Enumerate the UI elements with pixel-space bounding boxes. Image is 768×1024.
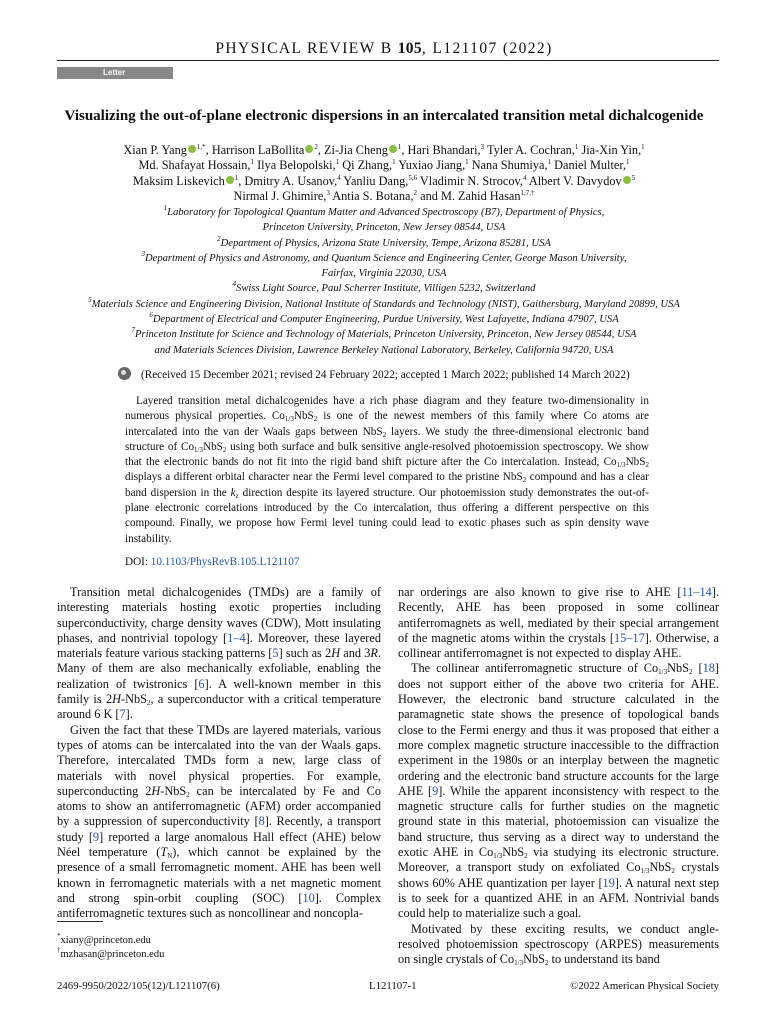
orcid-icon[interactable] bbox=[188, 145, 196, 153]
citation-link[interactable]: 7 bbox=[119, 707, 126, 722]
citation-link[interactable]: 15–17 bbox=[613, 630, 645, 645]
received-dates: (Received 15 December 2021; revised 24 February 2022; accepted 1 March 2022; published 14 March 2022) bbox=[118, 367, 718, 381]
abstract: Layered transition metal dichalcogenides have a rich phase diagram and they feature two-dimensionality in numerous physical properties. $Co_{1/3}NbS_2$ is one of the newest members of this family where Co atoms are intercalated into the van der Waals gaps between NbS$_2$ layers. We study the three-dimensional electronic band structure of $Co_{1/3}NbS_2$ using both surface and bulk sensitive angle-resolved photoemission spectroscopy. We show that the electronic bands do not fit into the rigid band shift picture after the Co intercalation. Instead, $Co_{1/3}NbS_2$ displays a different orbital character near the Fermi level compared to the pristine NbS$_2$ compound and has a clear band dispersion in the $k_z$ direction despite its layered structure. Our photoemission study demonstrates the out-of-plane electronic correlations introduced by the Co intercalation, thus offering a different perspective on this compound. Finally, we propose how Fermi level tuning could lead to exotic phases such as spin density wave instability. bbox=[125, 395, 650, 545]
author-line-2: Md. Shafayat Hossain,$^1$ Ilya Belopolski,$^1$ Qi Zhang,$^1$ Yuxiao Jiang,$^1$ Nana Shumiya,$^1$ Daniel Multer,$^1$ bbox=[138, 158, 630, 173]
affiliation-line: $^2$Department of Physics, Arizona State University, Tempe, Arizona 85281, USA bbox=[217, 234, 551, 249]
affiliation-line: $^1$Laboratory for Topological Quantum Matter and Advanced Spectroscopy (B7), Department of Physics, bbox=[163, 204, 605, 218]
orcid-icon[interactable] bbox=[226, 176, 234, 184]
footer-page-number: L121107-1 bbox=[369, 980, 417, 992]
orcid-icon[interactable] bbox=[623, 176, 631, 184]
paragraph: Transition metal dichalcogenides (TMDs) are a family of interesting materials hosting exotic properties including superconductivity, charge density waves (CDW), Mott insulating phases, and nontrivial topology [1–4]. Moreover, these layered materials feature various stacking patterns [5] such as 2H and 3R. Many of them are also mechanically exfoliable, enabling the realization of twistronics [6]. A well-known member in this family is 2H-NbS$_2$, a superconductor with a critical temperature around 6 K [7]. bbox=[57, 585, 381, 722]
orcid-icon[interactable] bbox=[305, 145, 313, 153]
footnote-email: †mzhasan@princeton.edu bbox=[57, 946, 165, 960]
citation-link[interactable]: 1–4 bbox=[227, 630, 246, 645]
footnotes bbox=[57, 934, 164, 962]
orcid-icon[interactable] bbox=[389, 145, 397, 153]
footer-copyright: ©2022 American Physical Society bbox=[570, 980, 719, 992]
author-line-3: Maksim Liskevich $^1$, Dmitry A. Usanov,$^4$ Yanliu Dang,$^{5,6}$ Vladimir N. Strocov,$^4$ Albert V. Davydov $^5$ bbox=[132, 173, 636, 188]
paper-title: Visualizing the out-of-plane electronic dispersions in an intercalated transition metal dichalcogenide bbox=[64, 108, 704, 124]
citation-link[interactable]: 11–14 bbox=[681, 585, 712, 599]
affiliation-line: $^3$Department of Physics and Astronomy, and Quantum Science and Engineering Center, George Mason University, bbox=[141, 249, 627, 264]
affiliation-line: Fairfax, Virginia 22030, USA bbox=[321, 268, 447, 280]
citation-link[interactable]: 9 bbox=[432, 783, 439, 798]
author-list bbox=[40, 143, 728, 204]
author-line-1: Xian P. Yang $^{1,*}$, Harrison LaBollita $^2$, Zi-Jia Cheng $^1$, Hari Bhandari,$^3$ Tyler A. Cochran,$^1$ Jia-Xin Yin,$^1$ bbox=[123, 143, 645, 157]
footnote-rule bbox=[57, 921, 103, 922]
citation-link[interactable]: 8 bbox=[258, 814, 265, 829]
body-column-right bbox=[398, 585, 719, 967]
section-label: Letter bbox=[57, 67, 173, 79]
paragraph: Given the fact that these TMDs are layered materials, various types of atoms can be intercalated into the van der Waals gaps. Therefore, intercalated TMDs form a new, large class of materials with novel physical properties. For example, superconducting 2H-NbS$_2$ can be intercalated by Fe and Co atoms to show an antiferromagnetic (AFM) order accompanied by a suppression of superconductivity [8]. Recently, a transport study [9] reported a large anomalous Hall effect (AHE) below Néel temperature $(T_N)$, which cannot be explained by the presence of a small ferromagnetic moment. AHE has been well known in ferromagnetic materials with a net magnetic moment and strong spin-orbit coupling (SOC) [10]. Complex antiferromagnetic textures such as noncollinear and noncopla- bbox=[57, 722, 382, 921]
affiliation-line: $^5$Materials Science and Engineering Division, National Institute of Standards and Technology (NIST), Gaithersburg, Maryland 20899, USA bbox=[88, 295, 680, 310]
paragraph: nar orderings are also known to give rise to AHE [11–14]. Recently, AHE has been proposed in some collinear antiferromagnets as well, mediated by their special arrangement of the magnetic atoms within the crystals [15–17]. Otherwise, a collinear antiferromagnet is not expected to display AHE. bbox=[398, 585, 719, 661]
citation-link[interactable]: 6 bbox=[198, 676, 205, 691]
affiliation-line: $^4$Swiss Light Source, Paul Scherrer Institute, Villigen 5232, Switzerland bbox=[232, 280, 536, 295]
affiliation-line: Princeton University, Princeton, New Jersey 08544, USA bbox=[262, 222, 506, 234]
citation-link[interactable]: 19 bbox=[602, 875, 615, 890]
affiliation-line: $^7$Princeton Institute for Science and Technology of Materials, Princeton University, Princeton, New Jersey 08544, USA bbox=[131, 326, 637, 341]
affiliations bbox=[30, 205, 738, 358]
paragraph: Motivated by these exciting results, we conduct angle-resolved photoemission spectroscopy (ARPES) measurements on single crystals of $Co_{1/3}NbS_2$ to understand its band bbox=[398, 921, 719, 968]
author-line-4: Nirmal J. Ghimire,$^3$ Antia S. Botana,$^2$ and M. Zahid Hasan$^{1,7,\dagger}$ bbox=[233, 188, 535, 203]
footnote-email: *xiany@princeton.edu bbox=[57, 932, 151, 946]
affiliation-line: and Materials Sciences Division, Lawrence Berkeley National Laboratory, Berkeley, California 94720, USA bbox=[154, 344, 614, 356]
citation-link[interactable]: 18 bbox=[702, 661, 715, 676]
citation-link[interactable]: 5 bbox=[272, 646, 279, 661]
footer-issn: 2469-9950/2022/105(12)/L121107(6) bbox=[57, 980, 220, 992]
citation-link[interactable]: 9 bbox=[92, 829, 100, 844]
doi-line: DOI: 10.1103/PhysRevB.105.L121107 bbox=[125, 556, 300, 568]
citation-link[interactable]: 10 bbox=[302, 890, 315, 905]
affiliation-line: $^6$Department of Electrical and Computer Engineering, Purdue University, West Lafayette, Indiana 47907, USA bbox=[149, 311, 619, 326]
check-for-updates-icon[interactable] bbox=[118, 367, 131, 380]
body-column-left bbox=[57, 585, 381, 922]
doi-link[interactable]: 10.1103/PhysRevB.105.L121107 bbox=[150, 556, 300, 568]
journal-header: PHYSICAL REVIEW B 105, L121107 (2022) bbox=[215, 40, 553, 57]
paragraph: The collinear antiferromagnetic structure of $Co_{1/3}NbS_2$ [18] does not support either of the above two criteria for AHE. However, the electronic band structure calculated in the paramagnetic state shows the presence of topological bands close to the Fermi energy and thus it was proposed that either a more complex magnetic structure inaccessible to the diffraction experiment in the 1980s or an interplay between the magnetic ordering and the electronic band structure accounts for the large AHE [9]. While the apparent inconsistency with respect to the magnetic structure calls for further studies on the magnetic ground state in this material, photoemission can visualize the band structure, thus serving as a direct way to understand the exotic AHE in $Co_{1/3}NbS_2$ via studying its electronic structure. Moreover, a transport study on exfoliated $Co_{1/3}NbS_2$ crystals shows 60% AHE quantization per layer [19]. A natural next step is to seek for a quantized AHE in an AFM. Nontrivial bands could help to materialize such a goal. bbox=[398, 661, 720, 921]
header-rule bbox=[57, 60, 719, 61]
